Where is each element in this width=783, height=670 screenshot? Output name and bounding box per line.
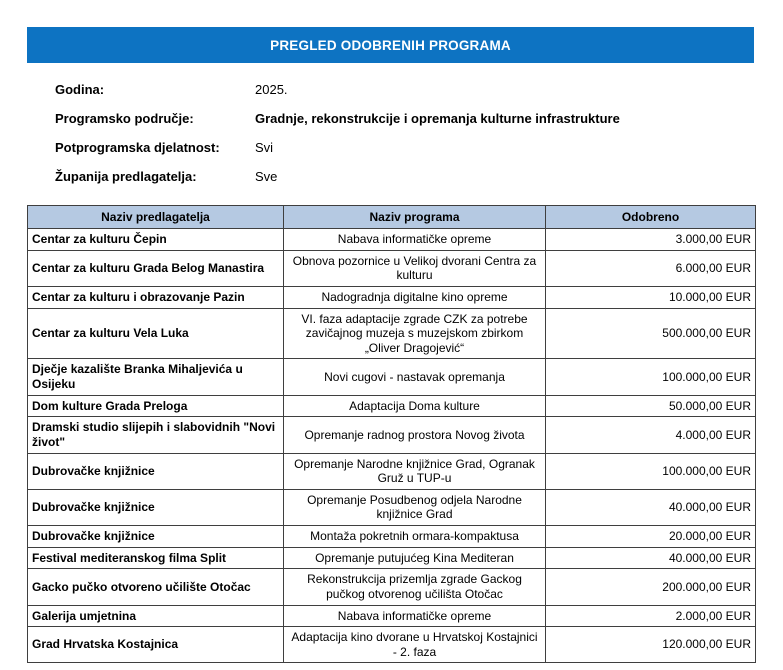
cell-naziv-predlagatelja: Galerija umjetnina (28, 605, 284, 627)
filter-value: Gradnje, rekonstrukcije i opremanja kulturne infrastrukture (255, 111, 620, 126)
report-page (0, 27, 783, 663)
cell-naziv-programa: Nabava informatičke opreme (284, 605, 546, 627)
report-title: PREGLED ODOBRENIH PROGRAMA (270, 37, 511, 53)
cell-naziv-programa: Adaptacija kino dvorane u Hrvatskoj Kostajnici - 2. faza (284, 627, 546, 663)
filter-list (27, 75, 783, 191)
table-header-row (28, 206, 756, 229)
cell-naziv-programa: Montaža pokretnih ormara-kompaktusa (284, 526, 546, 548)
table-row (28, 569, 756, 605)
cell-odobreno: 6.000,00 EUR (546, 250, 756, 286)
cell-naziv-predlagatelja: Dramski studio slijepih i slabovidnih "Novi život" (28, 417, 284, 453)
filter-row (27, 75, 783, 104)
table-row (28, 605, 756, 627)
table-row (28, 453, 756, 489)
cell-odobreno: 3.000,00 EUR (546, 229, 756, 251)
cell-naziv-programa: VI. faza adaptacije zgrade CZK za potrebe zavičajnog muzeja s muzejskom zbirkom „Oliver Dragojević“ (284, 308, 546, 359)
approved-programs-table (27, 205, 756, 663)
table-row (28, 627, 756, 663)
cell-naziv-programa: Nadogradnja digitalne kino opreme (284, 286, 546, 308)
table-row (28, 286, 756, 308)
cell-odobreno: 500.000,00 EUR (546, 308, 756, 359)
cell-naziv-programa: Opremanje Posudbenog odjela Narodne knjižnice Grad (284, 489, 546, 525)
cell-naziv-programa: Obnova pozornice u Velikoj dvorani Centra za kulturu (284, 250, 546, 286)
table-row (28, 229, 756, 251)
cell-odobreno: 40.000,00 EUR (546, 489, 756, 525)
cell-odobreno: 200.000,00 EUR (546, 569, 756, 605)
cell-naziv-programa: Opremanje Narodne knjižnice Grad, Ogranak Gruž u TUP-u (284, 453, 546, 489)
cell-odobreno: 2.000,00 EUR (546, 605, 756, 627)
table-row (28, 395, 756, 417)
cell-naziv-predlagatelja: Centar za kulturu i obrazovanje Pazin (28, 286, 284, 308)
cell-naziv-programa: Adaptacija Doma kulture (284, 395, 546, 417)
filter-row (27, 104, 783, 133)
cell-naziv-predlagatelja: Centar za kulturu Grada Belog Manastira (28, 250, 284, 286)
cell-odobreno: 120.000,00 EUR (546, 627, 756, 663)
cell-odobreno: 40.000,00 EUR (546, 547, 756, 569)
cell-naziv-programa: Opremanje putujućeg Kina Mediteran (284, 547, 546, 569)
filter-label: Županija predlagatelja: (55, 169, 197, 184)
cell-naziv-predlagatelja: Dubrovačke knjižnice (28, 526, 284, 548)
filter-label: Programsko područje: (55, 111, 194, 126)
filter-row (27, 133, 783, 162)
cell-naziv-predlagatelja: Centar za kulturu Čepin (28, 229, 284, 251)
filter-value: Sve (255, 169, 278, 184)
cell-naziv-programa: Opremanje radnog prostora Novog života (284, 417, 546, 453)
column-header-naziv-programa: Naziv programa (284, 206, 546, 229)
cell-odobreno: 4.000,00 EUR (546, 417, 756, 453)
filter-value: Svi (255, 140, 274, 155)
cell-naziv-programa: Rekonstrukcija prizemlja zgrade Gackog pučkog otvorenog učilišta Otočac (284, 569, 546, 605)
cell-odobreno: 100.000,00 EUR (546, 359, 756, 395)
cell-naziv-programa: Nabava informatičke opreme (284, 229, 546, 251)
cell-odobreno: 50.000,00 EUR (546, 395, 756, 417)
table-row (28, 308, 756, 359)
column-header-odobreno: Odobreno (546, 206, 756, 229)
cell-naziv-predlagatelja: Dubrovačke knjižnice (28, 489, 284, 525)
report-title-bar (27, 27, 754, 63)
cell-naziv-programa: Novi cugovi - nastavak opremanja (284, 359, 546, 395)
table-row (28, 359, 756, 395)
cell-naziv-predlagatelja: Gacko pučko otvoreno učilište Otočac (28, 569, 284, 605)
cell-naziv-predlagatelja: Dubrovačke knjižnice (28, 453, 284, 489)
table-row (28, 547, 756, 569)
column-header-naziv-predlagatelja: Naziv predlagatelja (28, 206, 284, 229)
filter-label: Godina: (55, 82, 105, 97)
cell-naziv-predlagatelja: Dom kulture Grada Preloga (28, 395, 284, 417)
cell-odobreno: 10.000,00 EUR (546, 286, 756, 308)
filter-value: 2025. (255, 82, 288, 97)
filter-label: Potprogramska djelatnost: (55, 140, 220, 155)
table-row (28, 417, 756, 453)
cell-naziv-predlagatelja: Dječje kazalište Branka Mihaljevića u Osijeku (28, 359, 284, 395)
table-row (28, 526, 756, 548)
filter-row (27, 162, 783, 191)
cell-naziv-predlagatelja: Festival mediteranskog filma Split (28, 547, 284, 569)
cell-naziv-predlagatelja: Centar za kulturu Vela Luka (28, 308, 284, 359)
cell-odobreno: 100.000,00 EUR (546, 453, 756, 489)
table-row (28, 250, 756, 286)
cell-odobreno: 20.000,00 EUR (546, 526, 756, 548)
cell-naziv-predlagatelja: Grad Hrvatska Kostajnica (28, 627, 284, 663)
table-row (28, 489, 756, 525)
